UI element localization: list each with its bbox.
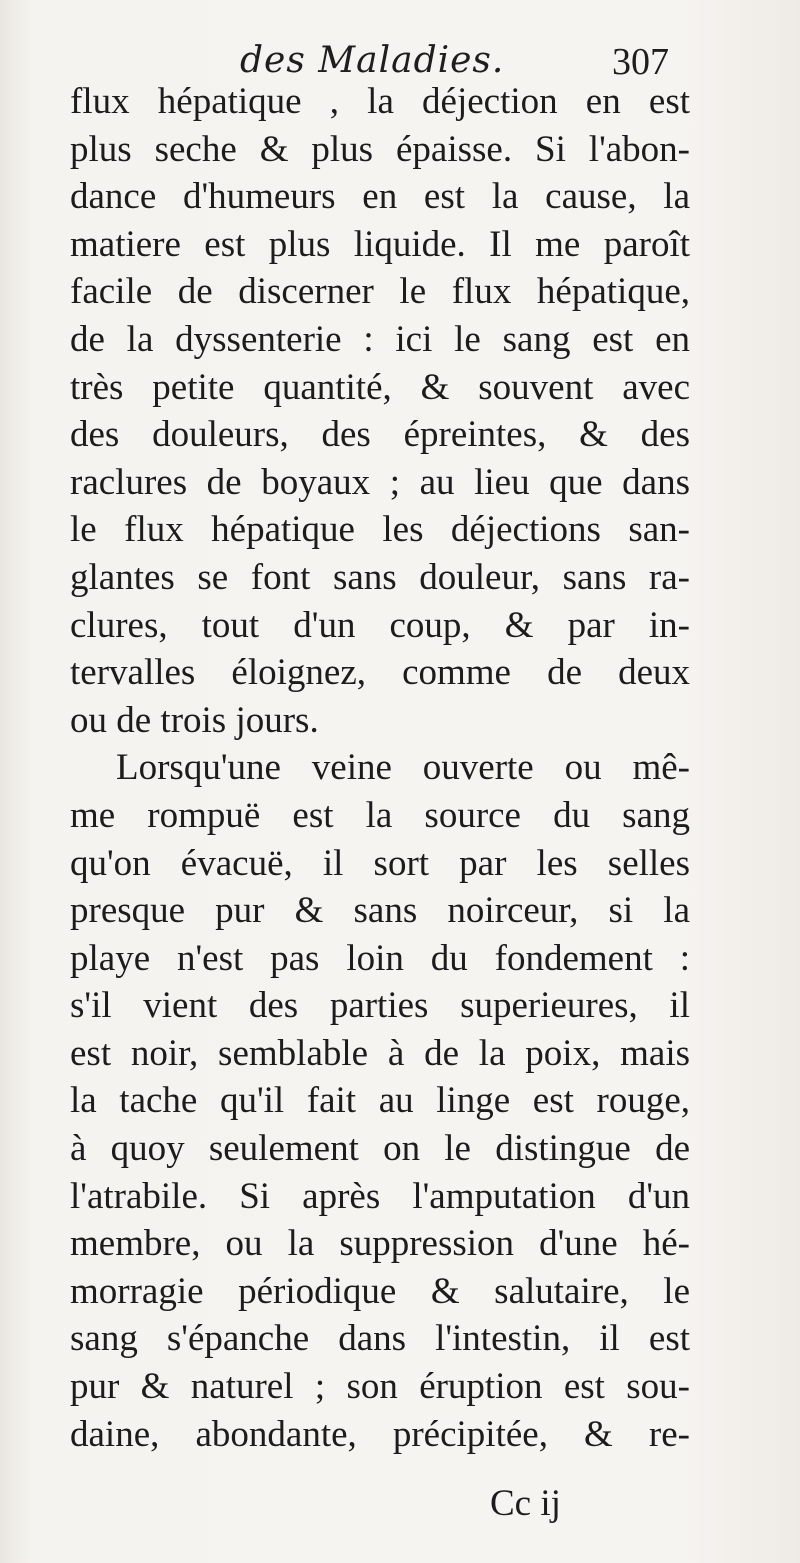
text-line: des douleurs, des épreintes, & des <box>70 414 690 456</box>
text-line: de la dyssenterie : ici le sang est en <box>70 318 690 360</box>
text-line: me rompuë est la source du sang <box>70 794 690 836</box>
paragraph-end-line: ou de trois jours. <box>70 699 319 741</box>
text-line: presque pur & sans noirceur, si la <box>70 890 690 932</box>
text-line: matiere est plus liquide. Il me paroît <box>70 223 690 265</box>
text-line: plus seche & plus épaisse. Si l'abon- <box>70 128 690 170</box>
text-line: pur & naturel ; son éruption est sou- <box>70 1366 690 1408</box>
text-line: raclures de boyaux ; au lieu que dans <box>70 461 690 503</box>
text-line: à quoy seulement on le distingue de <box>70 1128 690 1170</box>
paragraph-start-line: Lorsqu'une veine ouverte ou mê- <box>116 747 690 789</box>
text-line: qu'on évacuë, il sort par les selles <box>70 842 690 884</box>
text-line: glantes se font sans douleur, sans ra- <box>70 556 690 598</box>
text-line: très petite quantité, & souvent avec <box>70 366 690 408</box>
text-line: playe n'est pas loin du fondement : <box>70 937 690 979</box>
text-line: s'il vient des parties superieures, il <box>70 985 690 1027</box>
signature-mark: Cc ij <box>490 1483 561 1524</box>
text-line: tervalles éloignez, comme de deux <box>70 652 690 694</box>
text-line: clures, tout d'un coup, & par in- <box>70 604 690 646</box>
text-line: est noir, semblable à de la poix, mais <box>70 1032 690 1074</box>
text-line: la tache qu'il fait au linge est rouge, <box>70 1080 690 1122</box>
page-number: 307 <box>612 41 669 83</box>
text-line: sang s'épanche dans l'intestin, il est <box>70 1318 690 1360</box>
body-text <box>70 78 690 1458</box>
text-line: dance d'humeurs en est la cause, la <box>70 176 690 218</box>
text-line: le flux hépatique les déjections san- <box>70 509 690 551</box>
text-line: morragie périodique & salutaire, le <box>70 1270 690 1312</box>
running-head: des Maladies. <box>240 40 505 81</box>
text-line: l'atrabile. Si après l'amputation d'un <box>70 1175 690 1217</box>
text-line: facile de discerner le flux hépatique, <box>70 271 690 313</box>
text-line: daine, abondante, précipitée, & re- <box>70 1413 690 1455</box>
text-line: flux hépatique , la déjection en est <box>70 81 690 122</box>
text-line: membre, ou la suppression d'une hé- <box>70 1223 690 1265</box>
